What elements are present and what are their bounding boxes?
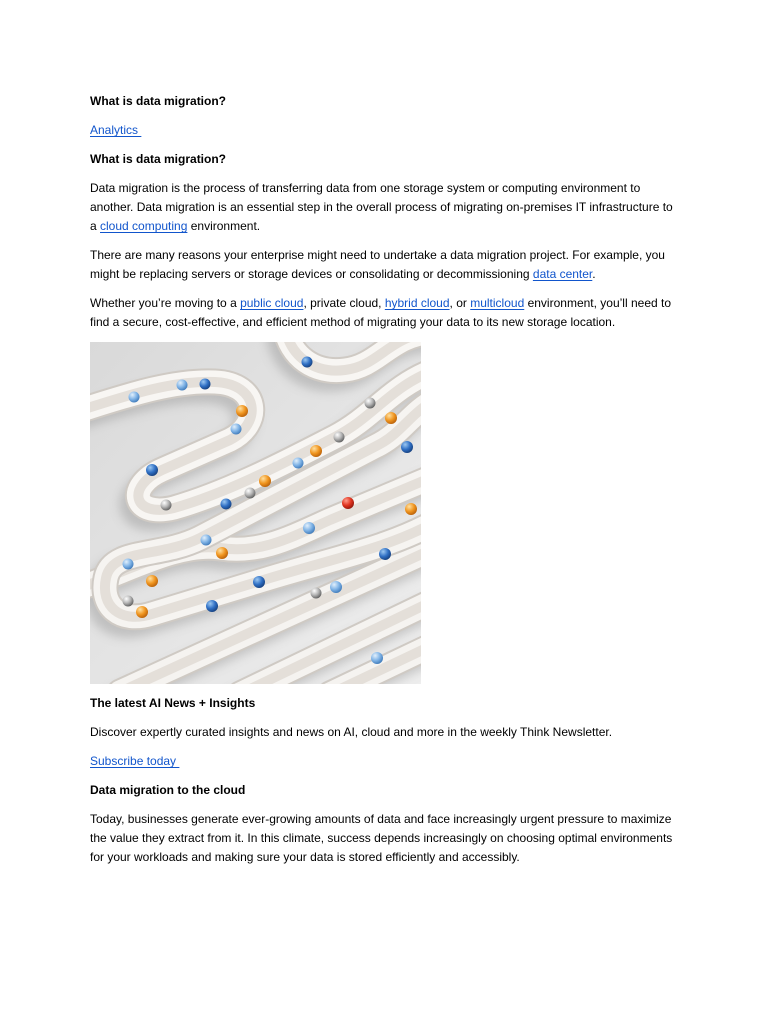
intro-paragraph <box>90 179 682 236</box>
marble-orange <box>216 547 228 559</box>
marble-blue <box>200 379 211 390</box>
environments-paragraph <box>90 294 682 332</box>
category-line <box>90 121 682 140</box>
newsletter-description: Discover expertly curated insights and news on AI, cloud and more in the weekly Think Newsletter. <box>90 725 613 739</box>
section-heading: What is data migration? <box>90 152 227 166</box>
intro-text-end: environment. <box>187 219 261 233</box>
marble-red <box>342 497 354 509</box>
article-hero-image <box>90 342 421 684</box>
marble-blue <box>146 464 158 476</box>
data-center-link[interactable]: data center <box>532 267 593 281</box>
subscribe-line <box>90 752 682 771</box>
subscribe-link[interactable]: Subscribe today <box>90 754 180 768</box>
article-title: What is data migration? <box>90 94 227 108</box>
marble-light-blue <box>177 380 188 391</box>
marble-light-blue <box>129 392 140 403</box>
marble-light-blue <box>201 535 212 546</box>
marble-silver <box>245 488 256 499</box>
environments-text-mid-2: , or <box>449 296 471 310</box>
marble-orange <box>236 405 248 417</box>
newsletter-heading: The latest AI News + Insights <box>90 696 256 710</box>
marble-silver <box>365 398 376 409</box>
marble-blue <box>401 441 413 453</box>
cloud-computing-link[interactable]: cloud computing <box>100 219 188 233</box>
marble-orange <box>146 575 158 587</box>
marble-blue <box>221 499 232 510</box>
marble-blue <box>253 576 265 588</box>
marble-light-blue <box>293 458 304 469</box>
environments-text-end: environment, you’ll need to find a secure, cost-effective, and efficient method of migrating your data to its new storage location. <box>90 296 672 329</box>
marble-orange <box>385 412 397 424</box>
intro-text-start: Data migration is the process of transferring data from one storage system or computing environment to another. Data migration is an essential step in the overall process of migrating on-premises IT infrastructure to a <box>90 181 673 233</box>
marble-light-blue <box>303 522 315 534</box>
category-link-analytics[interactable]: Analytics <box>90 123 142 137</box>
marble-blue <box>379 548 391 560</box>
marble-light-blue <box>123 559 134 570</box>
marble-silver <box>334 432 345 443</box>
marble-track-illustration <box>90 342 421 684</box>
marble-blue <box>206 600 218 612</box>
marble-orange <box>136 606 148 618</box>
marble-blue <box>302 357 313 368</box>
marble-orange <box>310 445 322 457</box>
marble-light-blue <box>231 424 242 435</box>
environments-text-mid-1: , private cloud, <box>303 296 385 310</box>
marble-orange <box>259 475 271 487</box>
marble-light-blue <box>330 581 342 593</box>
marble-silver <box>161 500 172 511</box>
marble-light-blue <box>371 652 383 664</box>
public-cloud-link[interactable]: public cloud <box>240 296 304 310</box>
marble-silver <box>311 588 322 599</box>
environments-text-start: Whether you’re moving to a <box>90 296 241 310</box>
marble-orange <box>405 503 417 515</box>
cloud-section-paragraph: Today, businesses generate ever-growing amounts of data and face increasingly urgent pressure to maximize the value they extract from it. In this climate, success depends increasingly on choosing optimal environments for your workloads and making sure your data is stored efficiently and accessibly. <box>90 812 673 864</box>
reasons-text-end: . <box>592 267 596 281</box>
marble-silver <box>123 596 134 607</box>
cloud-section-heading: Data migration to the cloud <box>90 783 246 797</box>
reasons-text-start: There are many reasons your enterprise might need to undertake a data migration project. For example, you might be replacing servers or storage devices or consolidating or decommissioning <box>90 248 665 281</box>
article-page <box>90 92 682 877</box>
multicloud-link[interactable]: multicloud <box>470 296 525 310</box>
hybrid-cloud-link[interactable]: hybrid cloud <box>384 296 450 310</box>
reasons-paragraph <box>90 246 682 284</box>
